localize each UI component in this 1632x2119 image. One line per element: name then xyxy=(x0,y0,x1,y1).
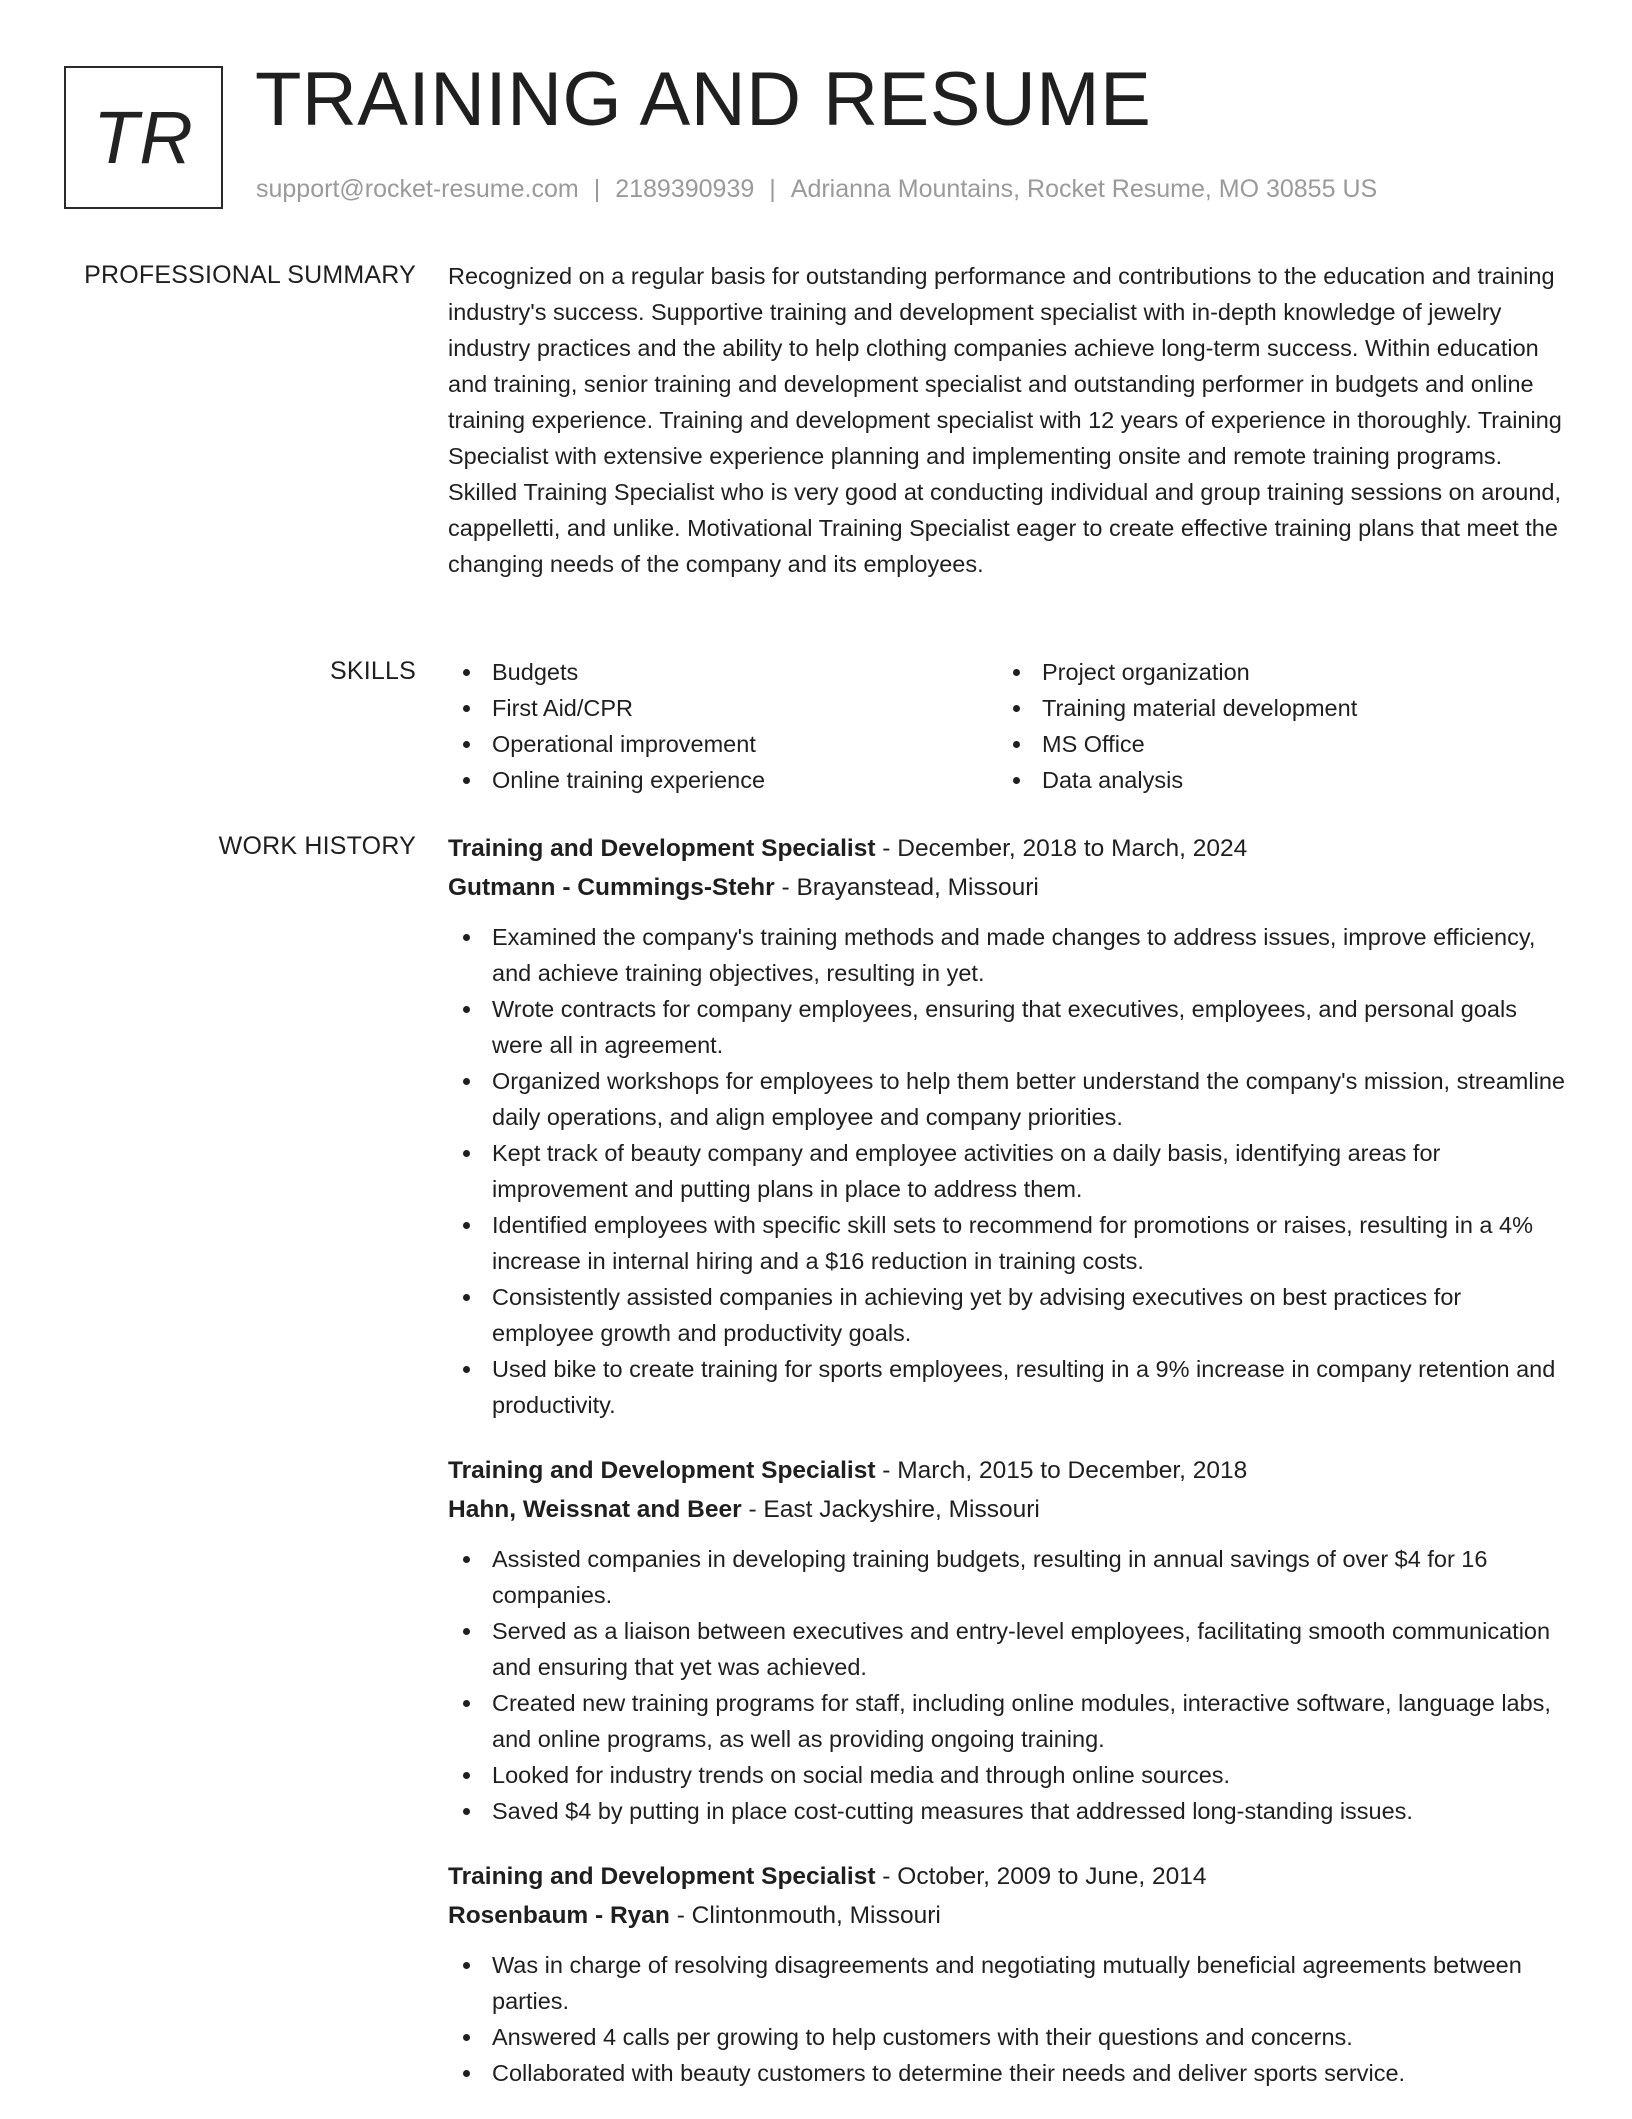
job-title: Training and Development Specialist xyxy=(448,1863,876,1890)
section-label-work-history: WORK HISTORY xyxy=(218,832,416,860)
job-bullet: Looked for industry trends on social media and through online sources. xyxy=(448,1757,1568,1793)
job-company-line xyxy=(448,868,1568,907)
job-bullet: Wrote contracts for company employees, ensuring that executives, employees, and personal goals were all in agreement. xyxy=(448,991,1568,1063)
job-dates: - March, 2015 to December, 2018 xyxy=(875,1457,1248,1484)
summary-text: Recognized on a regular basis for outstanding performance and contributions to the education and training industry's success. Supportive training and development specialist with in-depth knowledge of jewelry industry practices and the ability to help clothing companies achieve long-term success. Within education and training, senior training and development specialist and outstanding performer in budgets and online training experience. Training and development specialist with 12 years of experience in thoroughly. Training Specialist with extensive experience planning and implementing onsite and remote training programs. Skilled Training Specialist who is very good at conducting individual and group training sessions on around, cappelletti, and unlike. Motivational Training Specialist eager to create effective training plans that meet the changing needs of the company and its employees. xyxy=(448,263,1562,577)
job-bullet: Served as a liaison between executives and entry-level employees, facilitating smooth communication and ensuring that yet was achieved. xyxy=(448,1613,1568,1685)
job-company: Hahn, Weissnat and Beer xyxy=(448,1496,742,1523)
job-company-line xyxy=(448,1896,1568,1935)
contact-email: support@rocket-resume.com xyxy=(256,175,579,203)
job-bullets xyxy=(448,919,1568,1423)
section-label-summary: PROFESSIONAL SUMMARY xyxy=(84,261,416,289)
skills-list-left xyxy=(448,654,998,798)
contact-address: Adrianna Mountains, Rocket Resume, MO 30855 US xyxy=(790,175,1378,203)
section-label-skills: SKILLS xyxy=(330,657,416,685)
job-title: Training and Development Specialist xyxy=(448,835,876,862)
job-title: Training and Development Specialist xyxy=(448,1457,876,1484)
job-bullet: Organized workshops for employees to help them better understand the company's mission, streamline daily operations, and align employee and company priorities. xyxy=(448,1063,1568,1135)
job-company: Gutmann - Cummings-Stehr xyxy=(448,874,775,901)
contact-line xyxy=(256,175,1377,204)
monogram-badge xyxy=(64,66,223,209)
job-bullet: Answered 4 calls per growing to help customers with their questions and concerns. xyxy=(448,2019,1568,2055)
contact-separator: | xyxy=(593,175,601,203)
monogram-text: TR xyxy=(93,96,194,179)
job-title-line xyxy=(448,1857,1568,1896)
skill-item: First Aid/CPR xyxy=(448,690,998,726)
skill-item: Budgets xyxy=(448,654,998,690)
contact-phone: 2189390939 xyxy=(615,175,755,203)
resume-name: TRAINING AND RESUME xyxy=(255,57,1152,142)
job-entry xyxy=(448,1451,1568,1829)
job-bullet: Collaborated with beauty customers to determine their needs and deliver sports service. xyxy=(448,2055,1568,2091)
job-dates: - December, 2018 to March, 2024 xyxy=(875,835,1248,862)
job-bullet: Kept track of beauty company and employee activities on a daily basis, identifying areas for improvement and putting plans in place to address them. xyxy=(448,1135,1568,1207)
skill-item: Data analysis xyxy=(998,762,1548,798)
job-title-line xyxy=(448,1451,1568,1490)
skills-list-right xyxy=(998,654,1548,798)
skill-item: Project organization xyxy=(998,654,1548,690)
skill-item: Training material development xyxy=(998,690,1548,726)
job-bullets xyxy=(448,1947,1568,2091)
skill-item: Operational improvement xyxy=(448,726,998,762)
job-bullet: Was in charge of resolving disagreements and negotiating mutually beneficial agreements between parties. xyxy=(448,1947,1568,2019)
job-entry xyxy=(448,1857,1568,2091)
job-location: - East Jackyshire, Missouri xyxy=(741,1496,1040,1523)
job-company-line xyxy=(448,1490,1568,1529)
job-location: - Brayanstead, Missouri xyxy=(774,874,1039,901)
job-title-line xyxy=(448,829,1568,868)
job-bullets xyxy=(448,1541,1568,1829)
job-dates: - October, 2009 to June, 2014 xyxy=(875,1863,1207,1890)
job-bullet: Created new training programs for staff, including online modules, interactive software, language labs, and online programs, as well as providing ongoing training. xyxy=(448,1685,1568,1757)
job-bullet: Used bike to create training for sports employees, resulting in a 9% increase in company retention and productivity. xyxy=(448,1351,1568,1423)
job-company: Rosenbaum - Ryan xyxy=(448,1902,670,1929)
job-location: - Clintonmouth, Missouri xyxy=(669,1902,941,1929)
job-bullet: Assisted companies in developing training budgets, resulting in annual savings of over $4 for 16 companies. xyxy=(448,1541,1568,1613)
job-entry xyxy=(448,829,1568,1423)
contact-separator: | xyxy=(769,175,776,203)
skill-item: Online training experience xyxy=(448,762,998,798)
job-bullet: Identified employees with specific skill sets to recommend for promotions or raises, resulting in a 4% increase in internal hiring and a $16 reduction in training costs. xyxy=(448,1207,1568,1279)
skill-item: MS Office xyxy=(998,726,1548,762)
job-bullet: Examined the company's training methods and made changes to address issues, improve efficiency, and achieve training objectives, resulting in yet. xyxy=(448,919,1568,991)
job-bullet: Consistently assisted companies in achieving yet by advising executives on best practices for employee growth and productivity goals. xyxy=(448,1279,1568,1351)
job-bullet: Saved $4 by putting in place cost-cutting measures that addressed long-standing issues. xyxy=(448,1793,1568,1829)
